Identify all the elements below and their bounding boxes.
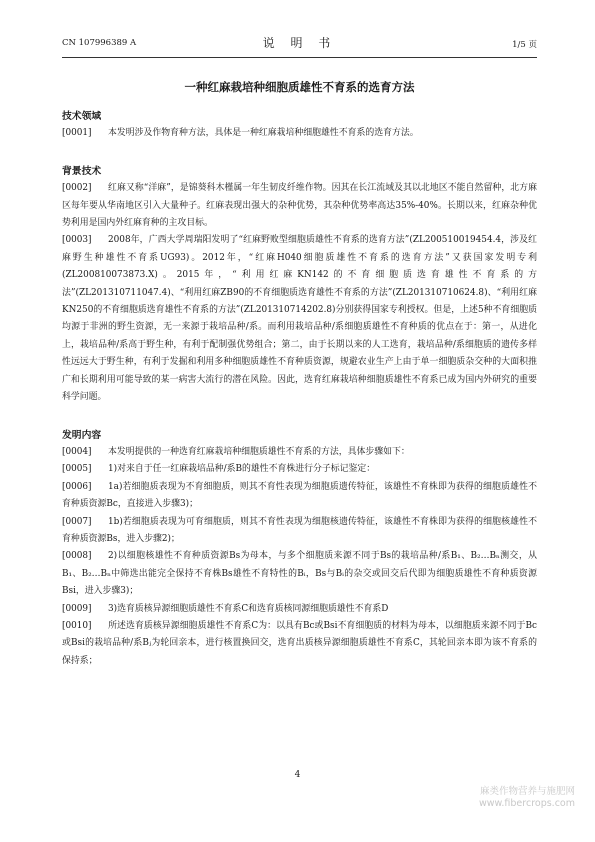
paragraph-number: [0003] — [62, 235, 92, 246]
paragraph — [62, 618, 537, 670]
paragraph — [62, 548, 537, 600]
paragraph — [62, 232, 537, 406]
paragraph-text: 1)对来自于任一红麻栽培品种/系B的雄性不育株进行分子标记鉴定： — [108, 464, 376, 475]
paragraph-number: [0005] — [62, 464, 92, 475]
paragraph — [62, 180, 537, 232]
paragraph-text: 1a)若细胞质表现为不育细胞质，则其不育性表现为细胞质遗传特征，该雄性不育株即为获得的细胞质雄性不育种质资源Bc，直接进入步骤3)； — [62, 481, 537, 510]
page-number: 4 — [294, 770, 301, 780]
paragraph-text: 所述选育质核异源细胞质雄性不育系C为：以具有Bc或Bsi不育细胞质的材料为母本，以细胞质来源不同于Bc或Bsi的栽培品种/系Bⱼ为轮回亲本，进行核置换回交，选育出质核异源细胞质雄性不育系C，其轮回亲本即为该不育系的保持系； — [62, 620, 537, 666]
paragraph-number: [0007] — [62, 516, 92, 527]
paragraph — [62, 444, 537, 461]
document-type: 说 明 书 — [262, 36, 337, 50]
paragraph — [62, 601, 537, 618]
section-heading: 技术领域 — [62, 111, 102, 122]
paragraph-number: [0010] — [62, 620, 92, 631]
section-heading: 发明内容 — [62, 429, 102, 441]
paragraph-text: 2008年，广西大学周瑞阳发明了“红麻野败型细胞质雄性不育系的选育方法”(ZL200510019454.4，涉及红麻野生种雄性不育系UG93)。2012年，“红麻H040细胞质雄性不育系的选育方法”又获国家发明专利(ZL200810073873.X)。2015年，“利用红麻KN142的不育细胞质选育雄性不育系的方法”(ZL201310711047.4)、“利用红麻ZB90的不育细胞质选育雄性不育系的方法”(ZL201310710624.8)、“利用红麻KN250的不育细胞质选育雄性不育系的方法”(ZL201310714202.8)分别获得国家专利授权。但是，上述5种不育细胞质均源于非洲的野生资源，无一来源于栽培品种/系。而利用栽培品种/系细胞质雄性不育种质的优点在于：第一，从进化上，栽培品种/系高于野生种，有利于配制强优势组合；第二，由于长期以来的人工选育，栽培品种/系细胞质的遗传多样性远远大于野生种，有利于发掘和利用多种细胞质雄性不育种质资源，规避农业生产上由于单一细胞质杂交种的大面积推广和长期利用可能导致的某一病害大流行的潜在风险。因此，选育红麻栽培种细胞质雄性不育系已成为国内外研究的重要科学问题。 — [62, 235, 537, 403]
paragraph-text: 本发明提供的一种选育红麻栽培种细胞质雄性不育系的方法，具体步骤如下： — [108, 446, 410, 457]
paragraph-number: [0002] — [62, 183, 92, 194]
header-divider — [62, 57, 537, 58]
paragraph-text: 1b)若细胞质表现为可育细胞质，则其不育性表现为细胞核遗传特征，该雄性不育株即为获得的细胞核雄性不育种质资源Bs，进入步骤2)； — [62, 516, 537, 544]
watermark-url: www.fibercrops.com — [478, 798, 575, 809]
watermark — [479, 786, 575, 810]
paragraph-number: [0001] — [62, 128, 92, 139]
page-indicator: 1/5 页 — [512, 40, 537, 50]
paragraph-text: 本发明涉及作物育种方法，具体是一种红麻栽培种细胞雄性不育系的选育方法。 — [108, 128, 419, 139]
paragraph — [62, 125, 537, 142]
paragraph-text: 3)选育质核异源细胞质雄性不育系C和选育质核同源细胞质雄性不育系D — [108, 603, 389, 614]
section-heading: 背景技术 — [62, 165, 102, 177]
paragraph — [62, 461, 537, 478]
paragraph-number: [0009] — [62, 603, 92, 614]
document-body — [62, 108, 537, 670]
paragraph-text: 2)以细胞核雄性不育种质资源Bs为母本，与多个细胞质来源不同于Bs的栽培品种/系B₁、B₂…Bₙ测交，从B₁、B₂…Bₙ中筛选出能完全保持不育株Bs雄性不育特性的Bᵢ，Bs与Bᵢ的杂交或回交后代即为细胞质雄性不育种质资源Bsi，进入步骤3)； — [62, 551, 537, 597]
paragraph-number: [0004] — [62, 446, 92, 457]
paragraph-number: [0008] — [62, 551, 92, 562]
document-title: 一种红麻栽培种细胞质雄性不育系的选育方法 — [184, 80, 415, 94]
paragraph-text: 红麻又称“洋麻”，是锦葵科木槿属一年生韧皮纤维作物。因其在长江流域及其以北地区不能自然留种，北方麻区每年要从华南地区引入大量种子。红麻表现出强大的杂种优势，其杂种优势率高达35%-40%。长期以来，红麻杂种优势利用是国内外红麻育种的主攻目标。 — [62, 183, 537, 229]
paragraph — [62, 514, 537, 549]
watermark-site-name: 麻类作物营养与施肥网 — [479, 786, 575, 797]
paragraph-number: [0006] — [62, 481, 92, 492]
page-header — [62, 32, 537, 52]
publication-number: CN 107996389 A — [62, 38, 137, 48]
paragraph — [62, 479, 537, 514]
